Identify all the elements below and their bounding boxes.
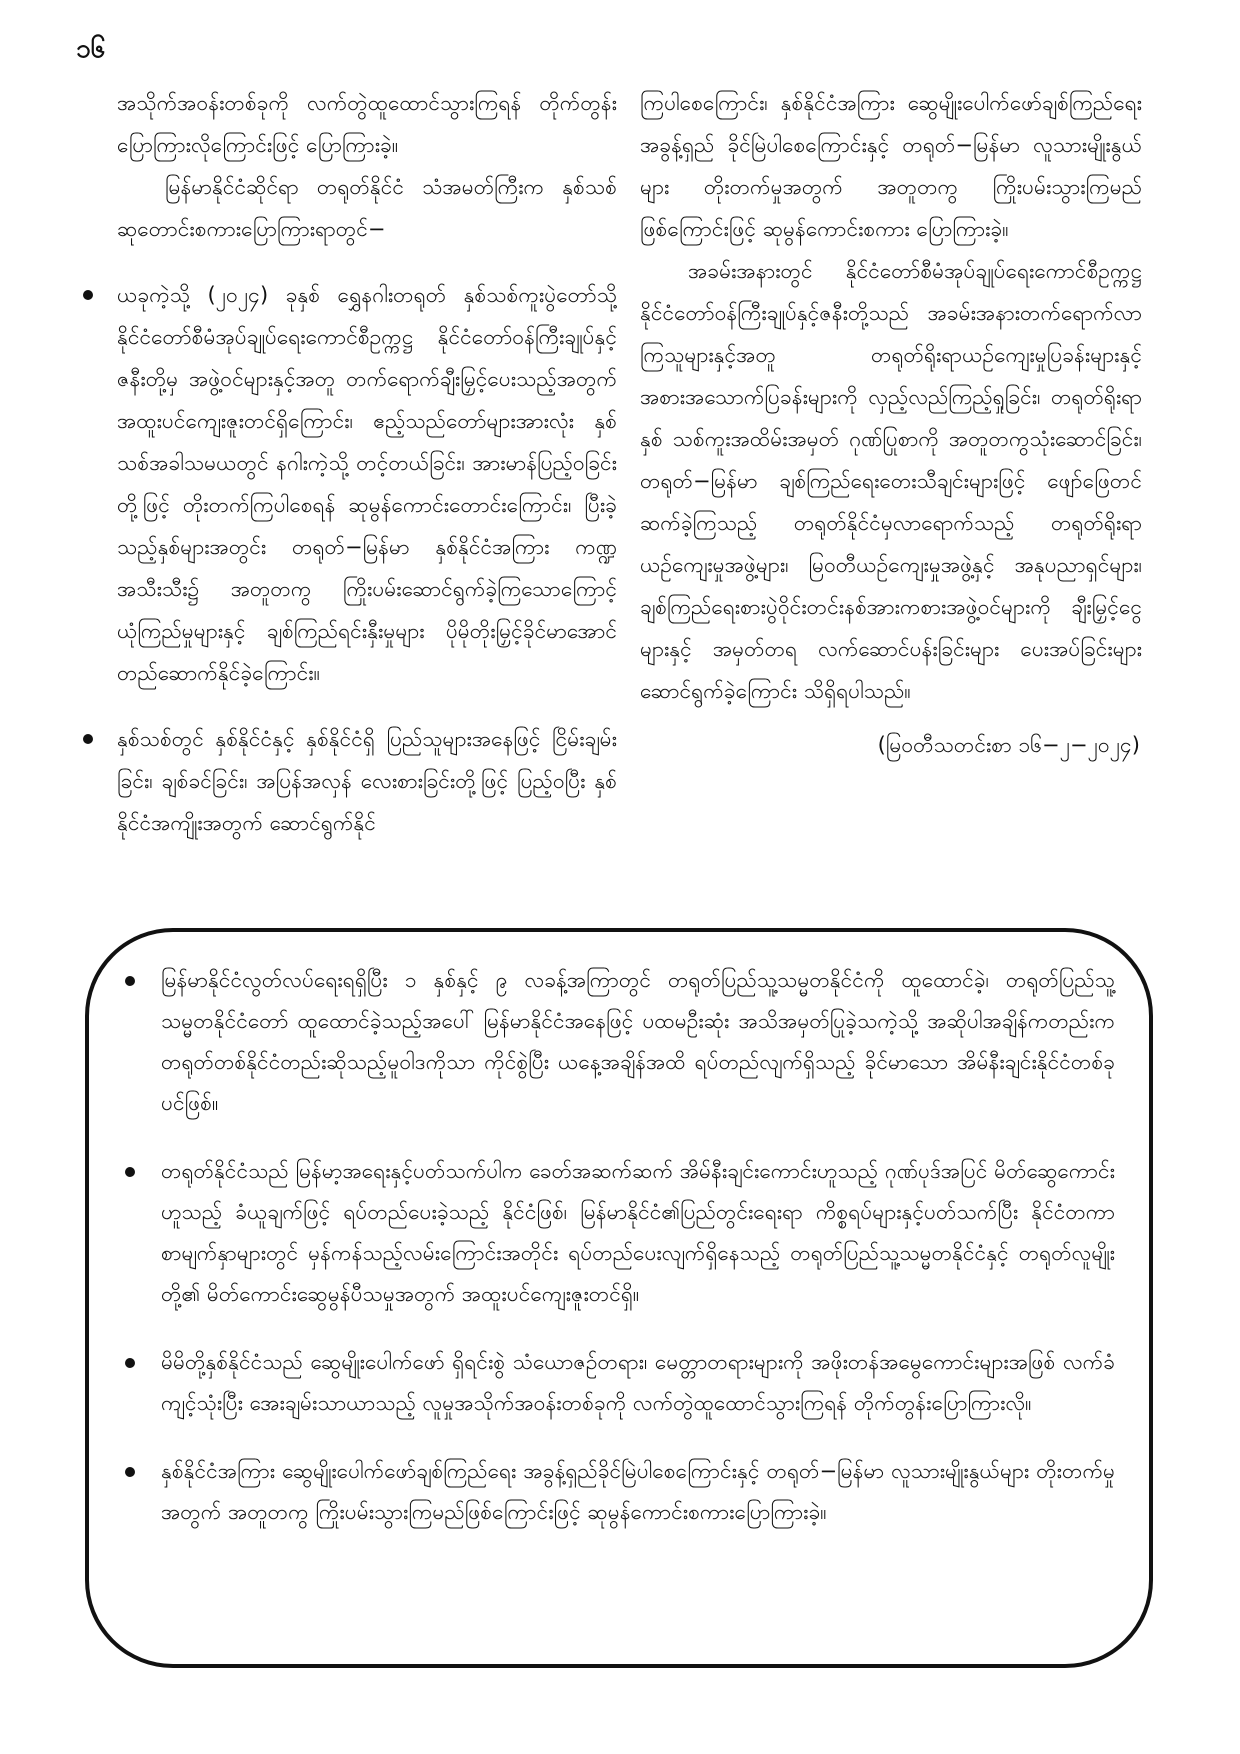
right-paragraph-continued: ကြပါစေကြောင်း၊ နှစ်နိုင်ငံအကြား ဆွေမျိုးပေါက်ဖော်ချစ်ကြည်ရေး အခွန့်ရှည် ခိုင်မြဲပါစေကြောင်းနှင့် တရုတ်−မြန်မာ လူသားမျိုးနွယ်များ တိုးတက်မှုအတွက် အတူတကွ ကြိုးပမ်းသွားကြမည်ဖြစ်ကြောင်းဖြင့် ဆုမွန်ကောင်းစကား ပြောကြားခဲ့။ [640,91,1142,241]
left-bullet-text-2: နှစ်သစ်တွင် နှစ်နိုင်ငံနှင့် နှစ်နိုင်ငံရှိ ပြည်သူများအနေဖြင့် ငြိမ်းချမ်းခြင်း၊ ချစ်ခင်ခြင်း၊ အပြန်အလှန် လေးစားခြင်းတို့ဖြင့် ပြည့်ဝပြီး နှစ်နိုင်ငံအကျိုးအတွက် ဆောင်ရွက်နိုင် [117,727,617,835]
left-bullet-item-1 [117,274,617,694]
left-bullet-item-2 [117,718,617,844]
bullet-icon [83,290,93,300]
summary-text-4: နှစ်နိုင်ငံအကြား ဆွေမျိုးပေါက်ဖော်ချစ်ကြည်ရေး အခွန့်ရှည်ခိုင်မြဲပါစေကြောင်းနှင့် တရုတ်−မြန်မာ လူသားမျိုးနွယ်များ တိုးတက်မှုအတွက် အတူတကွ ကြိုးပမ်းသွားကြမည်ဖြစ်ကြောင်းဖြင့် ဆုမွန်ကောင်းစကားပြောကြားခဲ့။ [161,1459,1115,1524]
left-paragraph-continued: အသိုက်အဝန်းတစ်ခုကို လက်တွဲထူထောင်သွားကြရန် တိုက်တွန်းပြောကြားလိုကြောင်းဖြင့် ပြောကြားခဲ့။ [117,91,617,157]
left-bullet-text-1: ယခုကဲ့သို့ (၂၀၂၄) ခုနှစ် ရွှေနဂါးတရုတ် နှစ်သစ်ကူးပွဲတော်သို့ နိုင်ငံတော်စီမံအုပ်ချုပ်ရေးကောင်စီဥက္ကဋ္ဌ နိုင်ငံတော်ဝန်ကြီးချုပ်နှင့်ဇနီးတို့မှ အဖွဲ့ဝင်များနှင့်အတူ တက်ရောက်ချီးမြှင့်ပေးသည့်အတွက် အထူးပင်ကျေးဇူးတင်ရှိကြောင်း၊ ဧည့်သည်တော်များအားလုံး နှစ်သစ်အခါသမယတွင် နဂါးကဲ့သို့ တင့်တယ်ခြင်း၊ အားမာန်ပြည့်ဝခြင်းတို့ဖြင့် တိုးတက်ကြပါစေရန် ဆုမွန်ကောင်းတောင်းကြောင်း၊ ပြီးခဲ့သည့်နှစ်များအတွင်း တရုတ်−မြန်မာ နှစ်နိုင်ငံအကြား ကဏ္ဍအသီးသီး၌ အတူတကွ ကြိုးပမ်းဆောင်ရွက်ခဲ့ကြသောကြောင့် ယုံကြည်မှုများနှင့် ချစ်ကြည်ရင်းနှီးမှုများ ပိုမိုတိုးမြှင့်ခိုင်မာအောင် တည်ဆောက်နိုင်ခဲ့ကြောင်း။ [117,283,617,685]
bullet-icon [125,1167,135,1177]
ceremony-paragraph: အခမ်းအနားတွင် နိုင်ငံတော်စီမံအုပ်ချုပ်ရေးကောင်စီဥက္ကဋ္ဌ နိုင်ငံတော်ဝန်ကြီးချုပ်နှင့်ဇနီးတို့သည် အခမ်းအနားတက်ရောက်လာကြသူများနှင့်အတူ တရုတ်ရိုးရာယဉ်ကျေးမှုပြခန်းများနှင့် အစားအသောက်ပြခန်းများကို လှည့်လည်ကြည့်ရှုခြင်း၊ တရုတ်ရိုးရာ နှစ် သစ်ကူးအထိမ်းအမှတ် ဂုဏ်ပြုစာကို အတူတကွသုံးဆောင်ခြင်း၊ တရုတ်−မြန်မာ ချစ်ကြည်ရေးတေးသီချင်းများဖြင့် ဖျော်ဖြေတင်ဆက်ခဲ့ကြသည့် တရုတ်နိုင်ငံမှလာရောက်သည့် တရုတ်ရိုးရာ ယဉ်ကျေးမှုအဖွဲ့များ၊ မြဝတီယဉ်ကျေးမှုအဖွဲ့နှင့် အနုပညာရှင်များ၊ ချစ်ကြည်ရေးစားပွဲဝိုင်းတင်းနစ်အားကစားအဖွဲ့ဝင်များကို ချီးမြှင့်ငွေများနှင့် အမှတ်တရ လက်ဆောင်ပန်းခြင်းများ ပေးအပ်ခြင်းများ ဆောင်ရွက်ခဲ့ကြောင်း သိရှိရပါသည်။ [640,259,1142,703]
summary-item-2 [161,1151,1115,1315]
left-column [117,82,617,844]
summary-box [85,928,1153,1668]
page-number: ၁၆ [76,34,106,64]
bullet-icon [125,1358,135,1368]
news-source-citation: (မြဝတီသတင်းစာ ၁၆−၂−၂၀၂၄) [877,733,1140,757]
summary-text-1: မြန်မာနိုင်ငံလွတ်လပ်ရေးရရှိပြီး ၁ နှစ်နှင့် ၉ လခန့်အကြာတွင် တရုတ်ပြည်သူ့သမ္မတနိုင်ငံကို ထူထောင်ခဲ့၊ တရုတ်ပြည်သူ့သမ္မတနိုင်ငံတော် ထူထောင်ခဲ့သည့်အပေါ် မြန်မာနိုင်ငံအနေဖြင့် ပထမဦးဆုံး အသိအမှတ်ပြုခဲ့သကဲ့သို့ အဆိုပါအချိန်ကတည်းက တရုတ်တစ်နိုင်ငံတည်းဆိုသည့်မူဝါဒကိုသာ ကိုင်စွဲပြီး ယနေ့အချိန်အထိ ရပ်တည်လျက်ရှိသည့် ခိုင်မာသော အိမ်နီးချင်းနိုင်ငံတစ်ခုပင်ဖြစ်။ [161,968,1115,1115]
bullet-icon [125,976,135,986]
right-column [640,82,1142,766]
bullet-icon [125,1467,135,1477]
ambassador-intro-paragraph: မြန်မာနိုင်ငံဆိုင်ရာ တရုတ်နိုင်ငံ သံအမတ်ကြီးက နှစ်သစ်ဆုတောင်းစကားပြောကြားရာတွင်− [117,175,617,241]
summary-item-3 [161,1342,1115,1424]
summary-text-2: တရုတ်နိုင်ငံသည် မြန်မာ့အရေးနှင့်ပတ်သက်ပါက ခေတ်အဆက်ဆက် အိမ်နီးချင်းကောင်းဟူသည့် ဂုဏ်ပုဒ်အပြင် မိတ်ဆွေကောင်းဟူသည့် ခံယူချက်ဖြင့် ရပ်တည်ပေးခဲ့သည့် နိုင်ငံဖြစ်၊ မြန်မာနိုင်ငံ၏ပြည်တွင်းရေးရာ ကိစ္စရပ်များနှင့်ပတ်သက်ပြီး နိုင်ငံတကာစာမျက်နှာများတွင် မှန်ကန်သည့်လမ်းကြောင်းအတိုင်း ရပ်တည်ပေးလျက်ရှိနေသည့် တရုတ်ပြည်သူ့သမ္မတနိုင်ငံနှင့် တရုတ်လူမျိုးတို့၏ မိတ်ကောင်းဆွေမွန်ပီသမှုအတွက် အထူးပင်ကျေးဇူးတင်ရှိ။ [161,1159,1115,1306]
summary-item-1 [161,960,1115,1124]
summary-list [161,960,1115,1560]
bullet-icon [83,734,93,744]
summary-item-4 [161,1451,1115,1533]
summary-text-3: မိမိတို့နှစ်နိုင်ငံသည် ဆွေမျိုးပေါက်ဖော် ရှိရင်းစွဲ သံယောဇဉ်တရား၊ မေတ္တာတရားများကို အဖိုးတန်အမွေကောင်းများအဖြစ် လက်ခံကျင့်သုံးပြီး အေးချမ်းသာယာသည့် လူမှုအသိုက်အဝန်းတစ်ခုကို လက်တွဲထူထောင်သွားကြရန် တိုက်တွန်းပြောကြားလို။ [161,1350,1115,1415]
